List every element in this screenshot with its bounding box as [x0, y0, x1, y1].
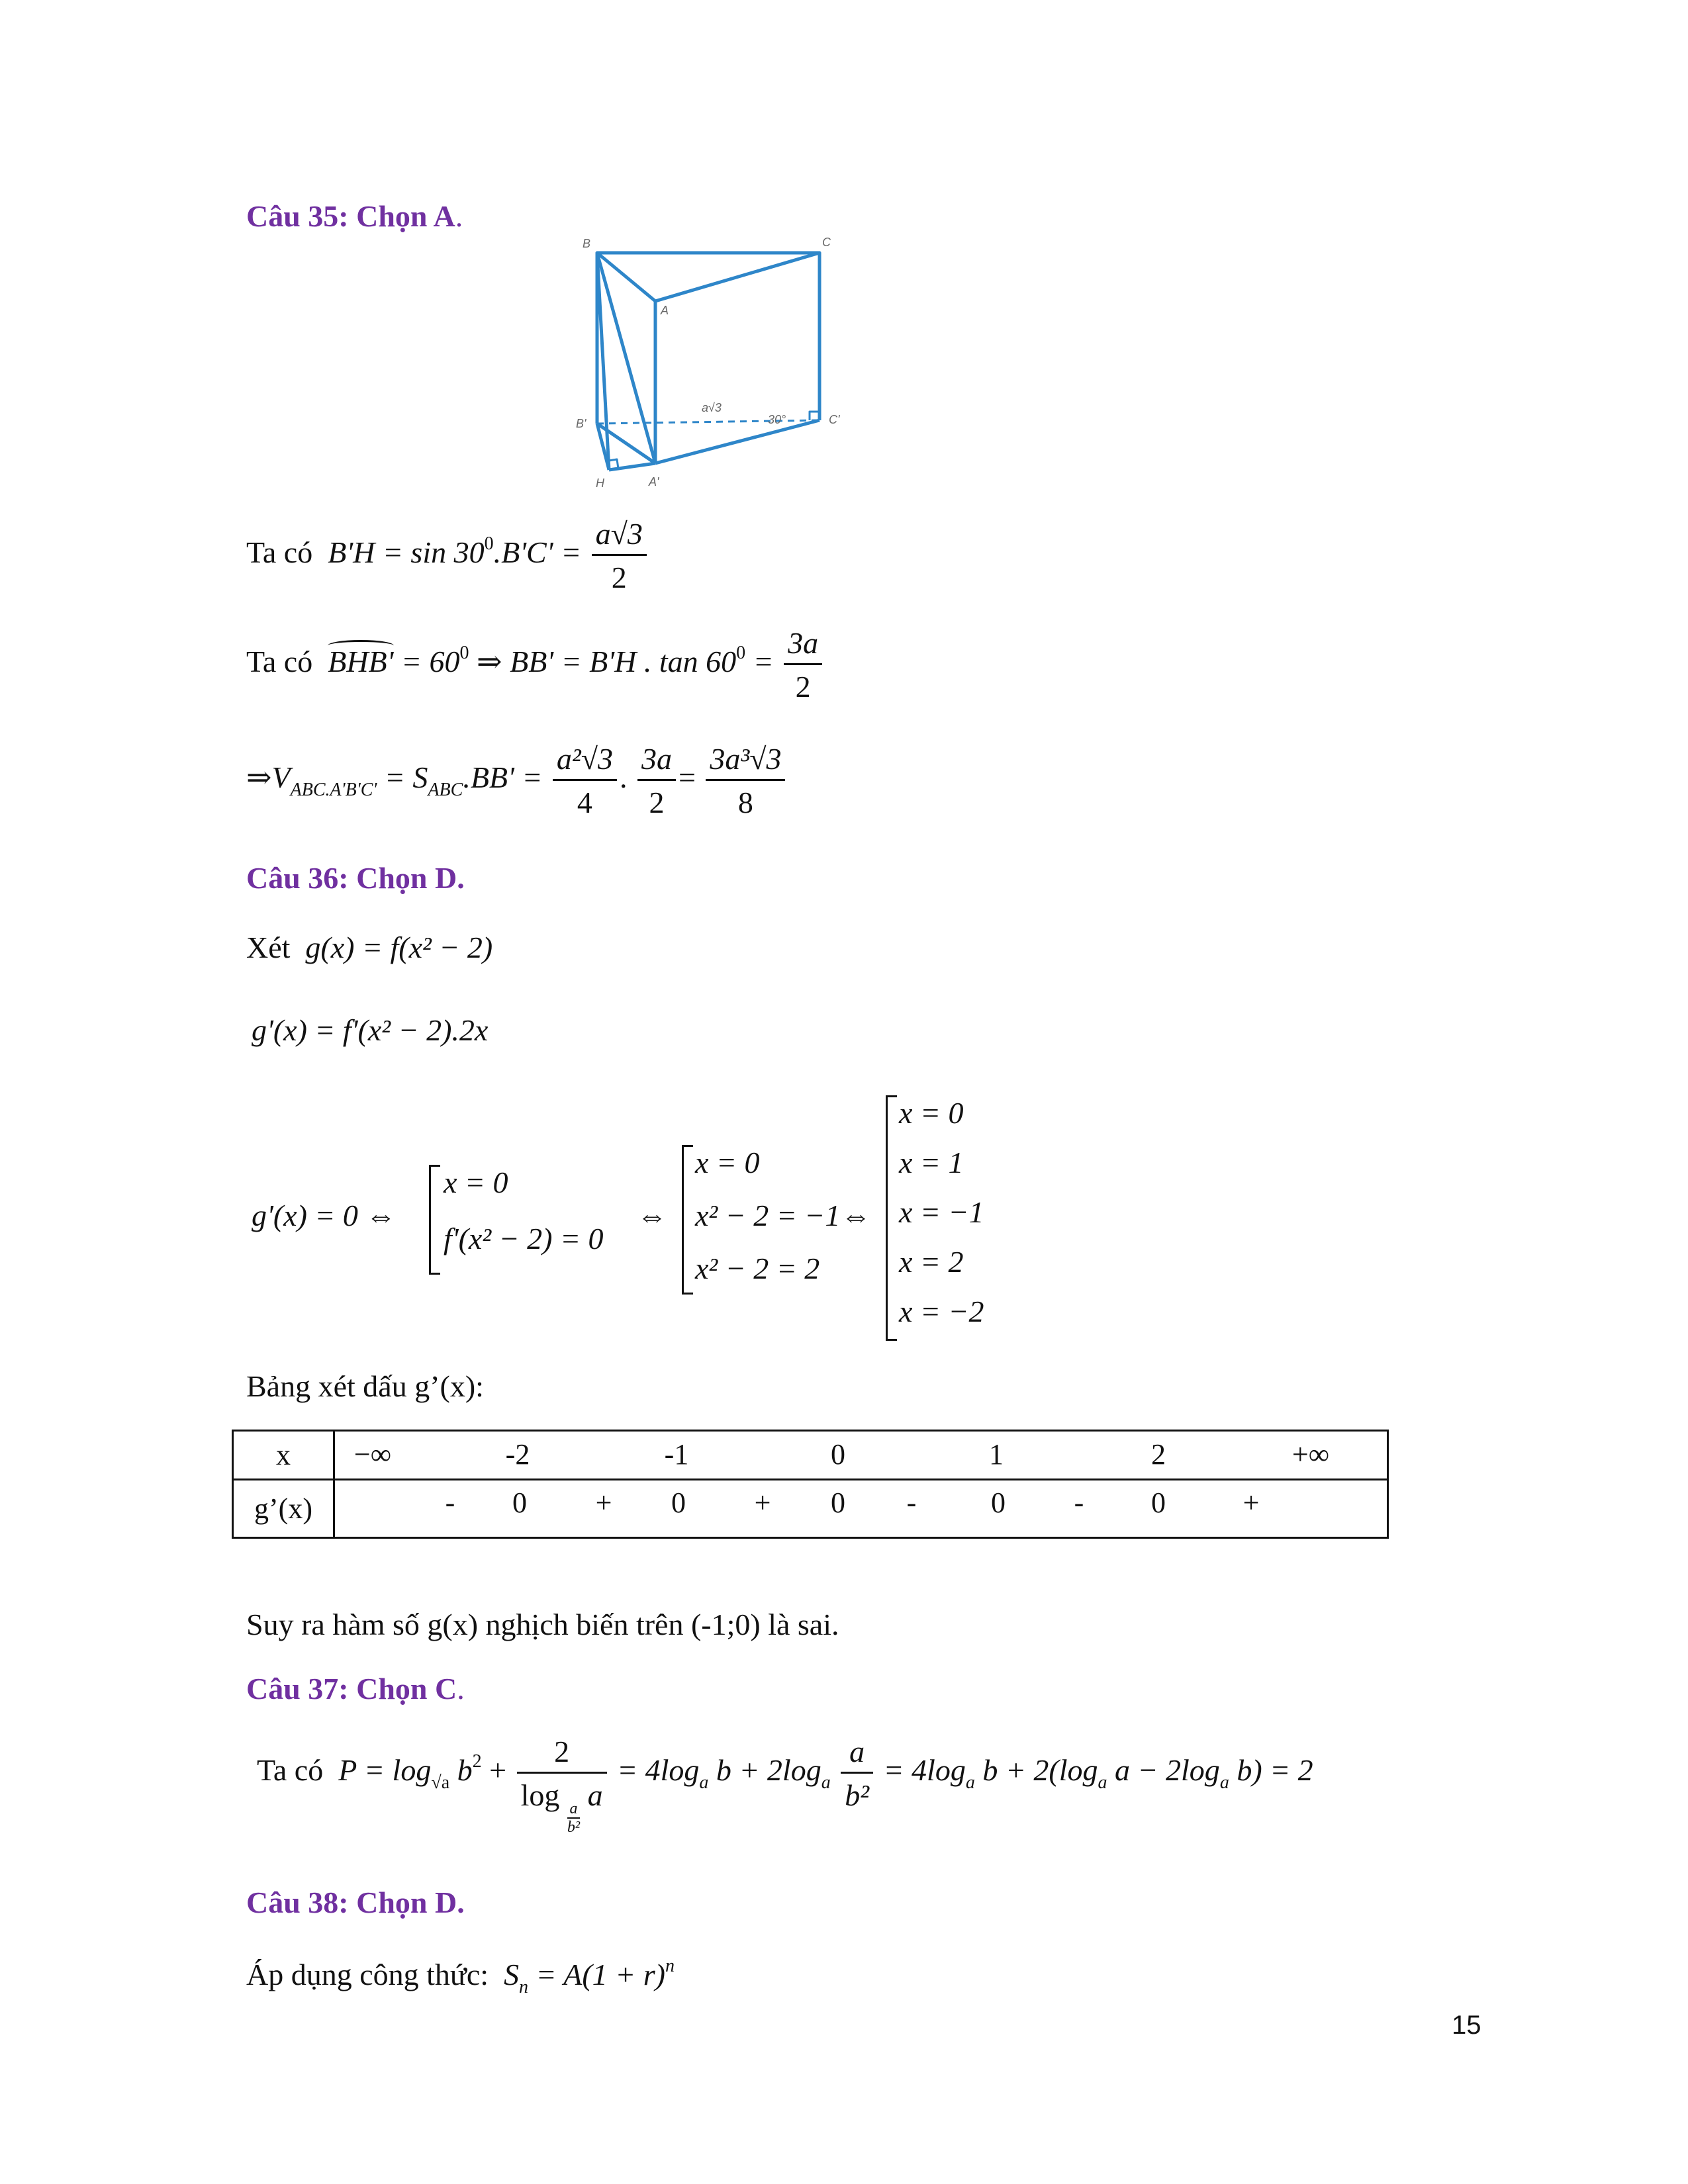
sign: -	[445, 1486, 455, 1519]
sign: 0	[991, 1486, 1006, 1519]
q38-formula-line: Áp dụng công thức: $S_n = A(1 + r)^n$	[246, 1956, 675, 1997]
b2-line-2: x² − 2 = −1	[695, 1199, 841, 1232]
row-g-signs	[334, 1480, 1388, 1538]
x-val: 1	[989, 1438, 1004, 1471]
x-val: -2	[505, 1438, 530, 1471]
label-Ap: A'	[649, 475, 659, 488]
x-val: +∞	[1291, 1438, 1330, 1471]
dashed-bc	[597, 420, 820, 424]
sign: 0	[1151, 1486, 1166, 1519]
sign: 0	[831, 1486, 845, 1519]
b1-line-2: f'(x² − 2) = 0	[444, 1222, 604, 1255]
prism-figure	[569, 232, 861, 496]
x-val: 0	[831, 1438, 845, 1471]
x-val: −∞	[353, 1438, 392, 1471]
x-val: 2	[1151, 1438, 1166, 1471]
label-A: A	[661, 304, 669, 317]
q35-heading: Câu 35: Chọn A.	[246, 199, 463, 233]
q37-formula: Ta có $P = \log_{√a} b^2$ + 2 log $\frac{a}{\text{b²}}$ a = $4\log_a$ $b + 2\log_a$ $\frac{a}{\text{b²}}$ = $4\log_a$ $b + 2(\log_a$ $a - 2\log_a$ b) = 2	[257, 1735, 1313, 1836]
q35-line3: $\Rightarrow V_{ABC.A'B'C'} = S_{ABC}.BB'$ = $\frac{\text{a²√3}}{4}$ . $\frac{3a}{2}$ = $\frac{\text{3a³√3}}{8}$	[246, 741, 788, 820]
sign-table	[232, 1430, 1389, 1539]
row-g-label: g’(x)	[233, 1480, 334, 1538]
x-val: -1	[664, 1438, 689, 1471]
row-x-label: x	[233, 1431, 334, 1480]
b3-line-3: x = −1	[899, 1195, 984, 1229]
sign: 0	[671, 1486, 686, 1519]
b1-line-1: x = 0	[444, 1165, 508, 1199]
b3-line-4: x = 2	[899, 1245, 964, 1279]
bracket-2	[682, 1145, 693, 1295]
bracket-3	[886, 1095, 897, 1341]
label-angle: 30°	[768, 413, 786, 426]
sign: +	[1243, 1486, 1260, 1519]
b3-line-2: x = 1	[899, 1146, 964, 1179]
sign-table-title: Bảng xét dấu g’(x):	[246, 1369, 484, 1403]
q36-def: Xét g(x) = f(x² − 2)	[246, 931, 493, 964]
angle-hat	[328, 640, 393, 651]
label-Bp: B'	[576, 417, 586, 430]
b3-line-1: x = 0	[899, 1096, 964, 1130]
q35-line1: Ta có $B'H = \sin 30^0.B'C'$ = $\frac{a√3}{2}$	[246, 516, 649, 595]
q36-heading: Câu 36: Chọn D.	[246, 861, 465, 895]
prism-top-face	[597, 253, 820, 301]
label-Cp: C'	[829, 413, 840, 426]
label-length: a√3	[702, 401, 722, 414]
row-x-values	[334, 1431, 1388, 1480]
label-B: B	[583, 237, 591, 250]
q36-derivative: g'(x) = f'(x² − 2).2x	[252, 1013, 489, 1047]
arrow-2: ⇔	[841, 1199, 871, 1232]
sign: +	[754, 1486, 771, 1519]
b2-line-3: x² − 2 = 2	[695, 1251, 820, 1285]
sign: +	[595, 1486, 612, 1519]
arrow-1: ⇔	[637, 1199, 667, 1232]
q37-heading: Câu 37: Chọn C.	[246, 1672, 465, 1706]
system-lhs: g'(x) = 0 ⇔	[252, 1199, 397, 1232]
b2-line-1: x = 0	[695, 1146, 760, 1179]
q38-heading: Câu 38: Chọn D.	[246, 1886, 465, 1919]
edge-ac-bottom	[655, 420, 820, 463]
bracket-1	[429, 1165, 440, 1275]
b3-line-5: x = −2	[899, 1295, 984, 1328]
q35-line2: Ta có $BHB' = 60^0$ ⇒ BB' = B'H . $\tan 60^0$ = $\frac{3a}{2}$	[246, 625, 825, 704]
sign: -	[906, 1486, 917, 1519]
label-H: H	[596, 477, 604, 490]
edge-ha	[609, 463, 655, 470]
sign: 0	[512, 1486, 527, 1519]
label-C: C	[822, 236, 831, 249]
q36-conclusion: Suy ra hàm số g(x) nghịch biến trên (-1;0) là sai.	[246, 1608, 839, 1641]
page-number: 15	[1452, 2011, 1481, 2040]
sign: -	[1074, 1486, 1084, 1519]
